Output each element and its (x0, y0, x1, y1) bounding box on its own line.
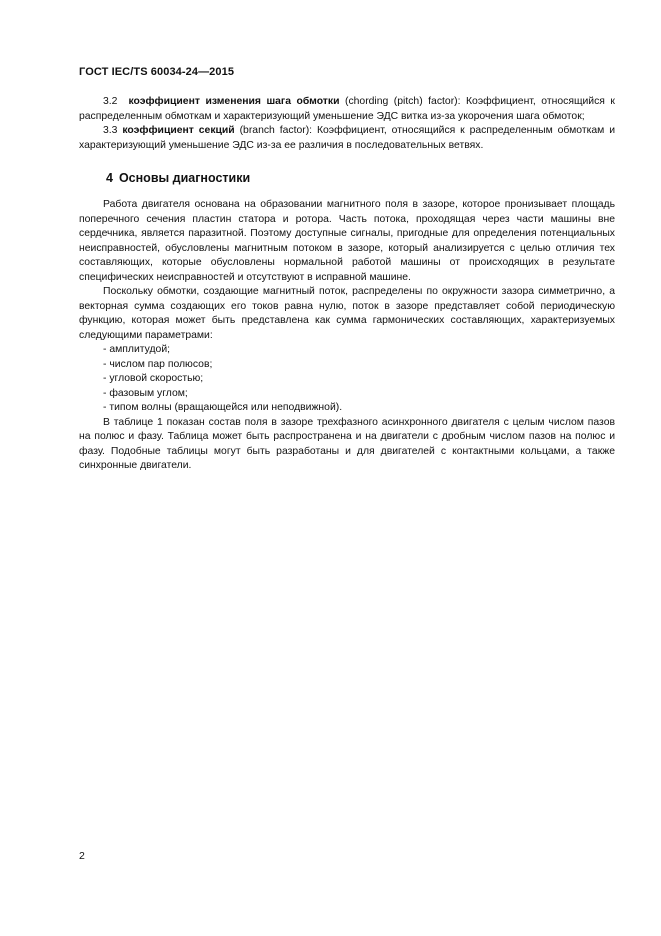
definition-term: коэффициент изменения шага обмотки (128, 96, 340, 107)
paragraph: В таблице 1 показан состав поля в зазоре трехфазного асинхронного двигателя с целым числом пазов на полюс и фазу. Таблица может быть распространена и на двигатели с дробным числом пазов на полюс и фазу. Подобные таблицы могут быть разработаны и для двигателей с контактными кольцами, а также синхронные двигатели. (79, 416, 615, 471)
list-item: - угловой скоростью; (103, 373, 204, 384)
definition-text: (chording (pitch) factor): Коэффициент, относящийся к распределенным обмоткам и характеризующий уменьшение ЭДС витка из-за укорочения шага обмоток; (79, 96, 615, 122)
section-heading (79, 170, 615, 186)
paragraph: Работа двигателя основана на образовании магнитного поля в зазоре, которое пронизывает площадь поперечного сечения пластин статора и ротора. Часть потока, проходящая через части машины вне сердечника, является паразитной. Поэтому доступные сигналы, пригодные для определения потенциальных неисправностей, обусловлены магнитным потоком в зазоре, который анализируется с целью отличия тех составляющих, которые обусловлены нормальной работой машины от происходящих в результате специфических неисправностей и отсутствуют в исправной машине. (79, 199, 615, 283)
definition-number: 3.3 (103, 125, 118, 136)
definition-text: (branch factor): Коэффициент, относящийся к распределенным обмоткам и характеризующий уменьшение ЭДС из-за ее различия в последовательных ветвях. (79, 125, 615, 151)
list-item: - числом пар полюсов; (103, 358, 213, 370)
section-title: Основы диагностики (118, 171, 251, 185)
definition-term: коэффициент секций (122, 125, 235, 136)
paragraph: Поскольку обмотки, создающие магнитный поток, распределены по окружности зазора симметрично, а векторная сумма создающих его токов равна нулю, поток в зазоре представляет собой периодическую функцию, которая может быть представлена как сумма гармонических составляющих, характеризуемых следующими параметрами: (79, 286, 615, 341)
document-header: ГОСТ IEC/TS 60034-24—2015 (79, 66, 235, 78)
list-item: - амплитудой; (103, 344, 171, 355)
parameter-list (79, 343, 615, 416)
list-item: - фазовым углом; (103, 387, 188, 399)
document-body (79, 95, 615, 474)
definition-number: 3.2 (103, 96, 118, 107)
list-item: - типом волны (вращающейся или неподвижной). (103, 402, 343, 413)
definition-3-3 (79, 124, 615, 153)
page-number: 2 (79, 850, 85, 862)
definition-3-2 (79, 95, 615, 124)
section-number: 4 (106, 171, 113, 185)
